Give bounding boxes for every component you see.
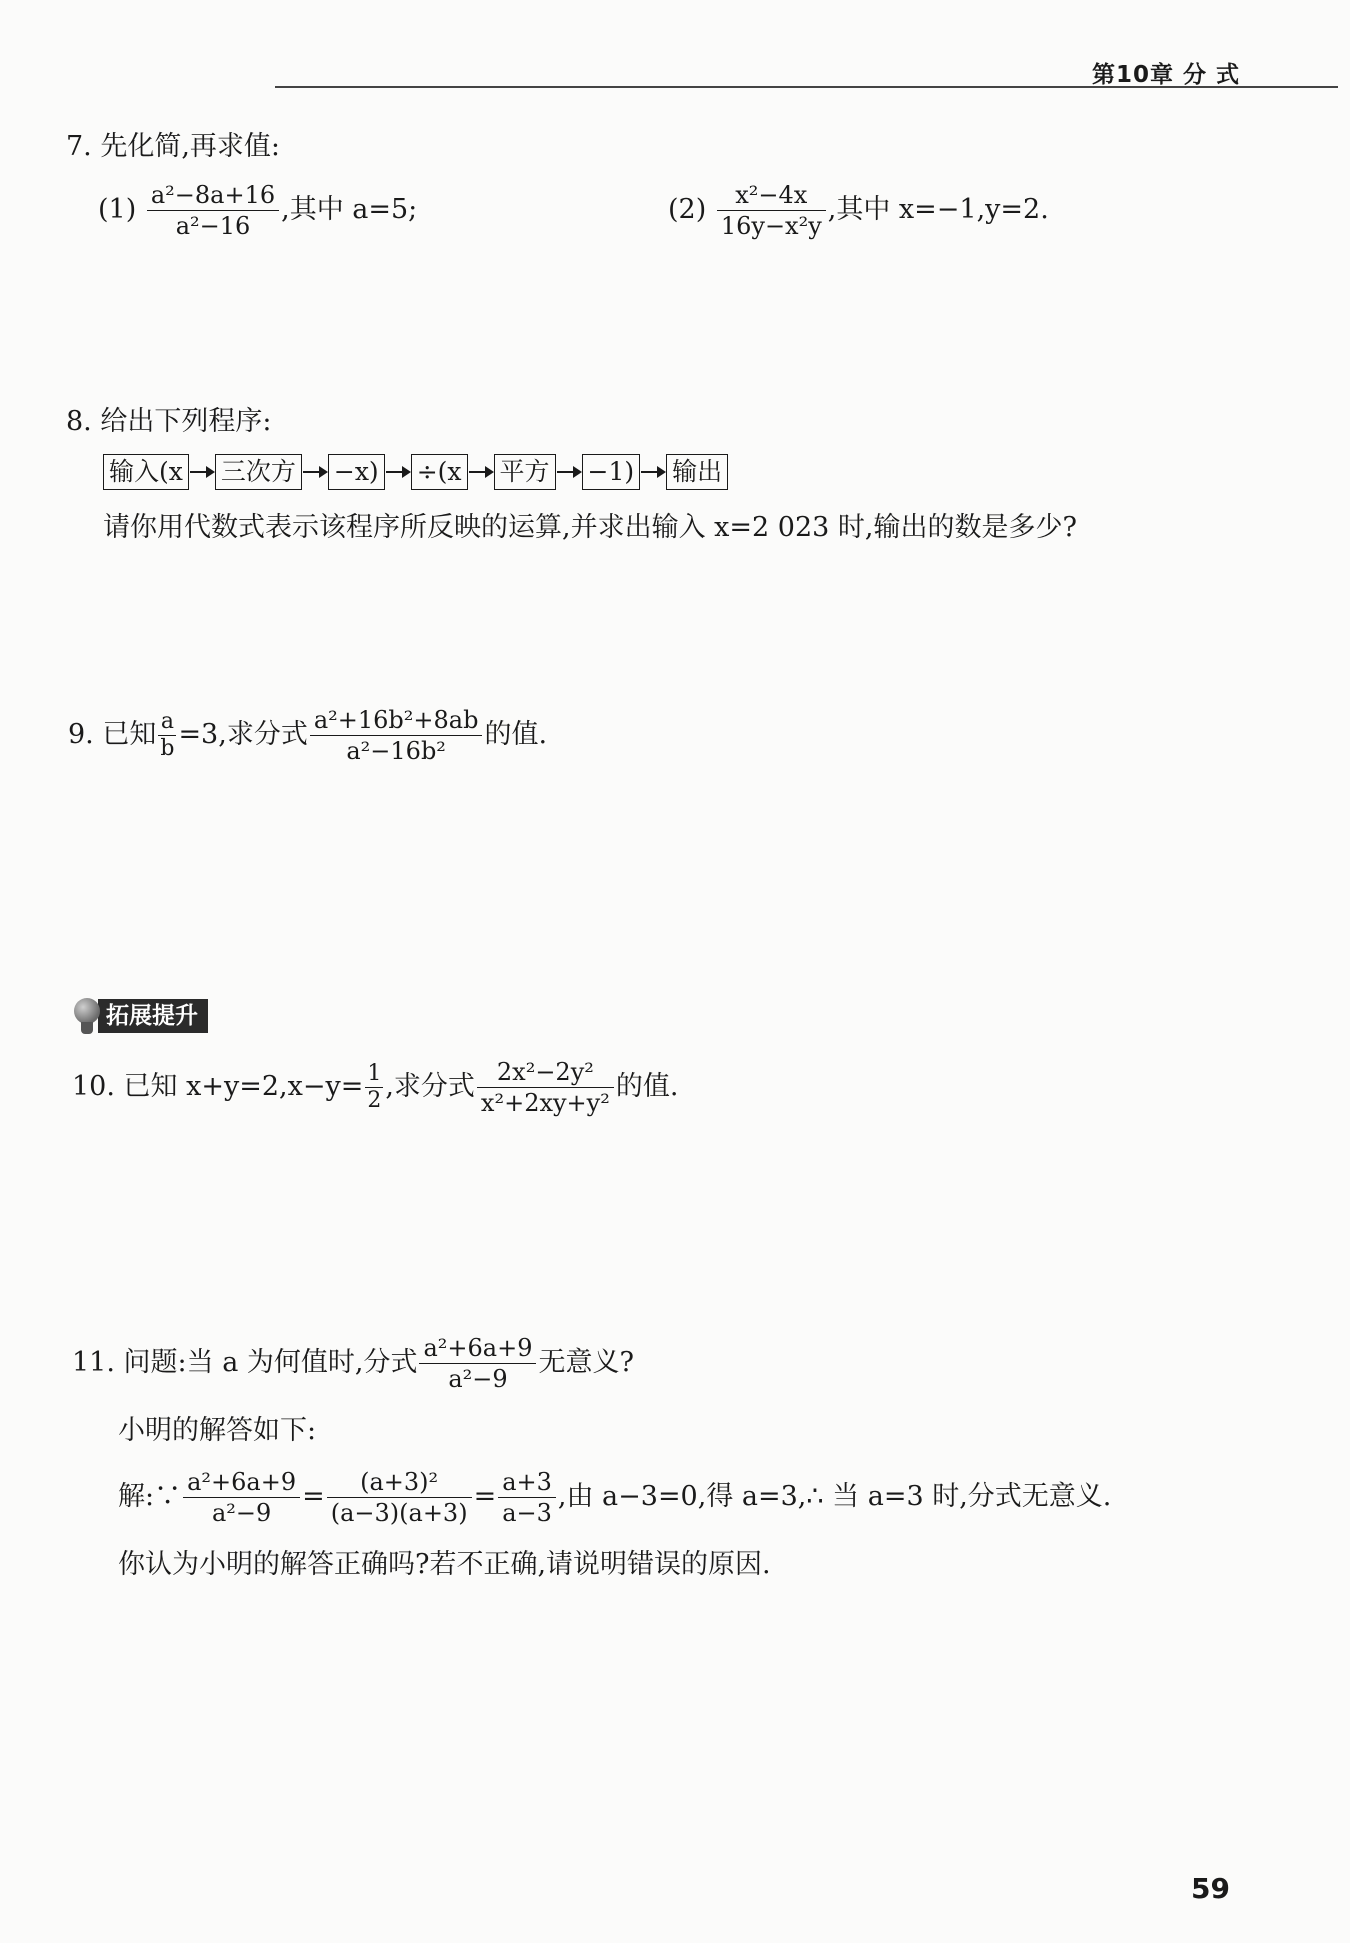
header-rule xyxy=(275,86,1338,88)
flow-box-minus-1: −1) xyxy=(582,454,641,490)
q11-solution-equals-1: = xyxy=(302,1481,325,1512)
flow-box-square: 平方 xyxy=(494,454,556,490)
section-badge-label: 拓展提升 xyxy=(98,999,208,1033)
q11-solution-fraction-3 xyxy=(498,1467,556,1528)
q7-stem: 7. 先化简,再求值: xyxy=(66,131,281,162)
q10-fraction xyxy=(477,1057,614,1118)
q8-stem: 8. 给出下列程序: xyxy=(66,406,272,437)
arrow-right-icon xyxy=(189,455,215,489)
flow-box-output: 输出 xyxy=(666,454,728,490)
lightbulb-icon xyxy=(72,996,102,1036)
q11 xyxy=(72,1333,634,1394)
q11-solution-fraction-1 xyxy=(183,1467,300,1528)
q11-solution-f1-numerator: a²+6a+9 xyxy=(187,1468,297,1496)
q7-part2-fraction xyxy=(717,180,826,241)
arrow-right-icon xyxy=(556,455,582,489)
q10-half-numerator: 1 xyxy=(367,1061,382,1086)
q11-denominator: a²−9 xyxy=(448,1365,508,1393)
q9-fraction xyxy=(310,705,483,766)
q7-part2-label: (2) xyxy=(668,194,707,225)
q11-intro: 小明的解答如下: xyxy=(118,1415,317,1446)
q11-solution-fraction-2 xyxy=(327,1467,472,1528)
q9-numerator: a²+16b²+8ab xyxy=(313,706,479,734)
q11-solution-f1-denominator: a²−9 xyxy=(211,1499,272,1527)
q11-solution-f2-numerator: (a+3)² xyxy=(360,1468,439,1496)
page-number: 59 xyxy=(1191,1872,1230,1905)
q10-prefix: 10. 已知 x+y=2,x−y= xyxy=(72,1071,364,1102)
arrow-right-icon xyxy=(385,455,411,489)
q7-part2-numerator: x²−4x xyxy=(735,181,808,209)
flow-box-cube: 三次方 xyxy=(215,454,302,490)
q11-fraction xyxy=(419,1333,536,1394)
flow-box-divide-x: ÷(x xyxy=(411,454,468,490)
q7-part1-condition: ,其中 a=5; xyxy=(281,194,418,225)
program-flowchart xyxy=(103,454,728,490)
q7-part1-fraction xyxy=(147,180,279,241)
q9-suffix: 的值. xyxy=(484,719,548,750)
arrow-right-icon xyxy=(302,455,328,489)
q9-mid: =3,求分式 xyxy=(178,719,308,750)
q7-part2-denominator: 16y−x²y xyxy=(720,212,822,240)
q9-ratio-numerator: a xyxy=(160,709,174,734)
flow-box-minus-x: −x) xyxy=(328,454,385,490)
arrow-right-icon xyxy=(468,455,494,489)
q8-question: 请你用代数式表示该程序所反映的运算,并求出输入 x=2 023 时,输出的数是多少? xyxy=(103,512,1077,543)
q10-half-denominator: 2 xyxy=(367,1088,382,1113)
q11-solution-suffix: ,由 a−3=0,得 a=3,∴ 当 a=3 时,分式无意义. xyxy=(557,1481,1112,1512)
q7-part1-label: (1) xyxy=(98,194,137,225)
flow-box-input: 输入(x xyxy=(103,454,189,490)
q9-denominator: a²−16b² xyxy=(346,737,446,765)
q7-part1 xyxy=(98,180,417,241)
q9 xyxy=(68,705,547,766)
q7-part2-condition: ,其中 x=−1,y=2. xyxy=(827,194,1049,225)
arrow-right-icon xyxy=(640,455,666,489)
q11-solution-f3-numerator: a+3 xyxy=(502,1468,552,1496)
q7-part1-denominator: a²−16 xyxy=(175,212,251,240)
chapter-title: 第10章 分 式 xyxy=(1091,62,1240,88)
section-badge xyxy=(72,996,208,1036)
q9-ratio-fraction xyxy=(158,709,176,762)
q11-question: 你认为小明的解答正确吗?若不正确,请说明错误的原因. xyxy=(118,1549,771,1580)
q10 xyxy=(72,1057,678,1118)
q10-mid: ,求分式 xyxy=(385,1071,475,1102)
q11-numerator: a²+6a+9 xyxy=(423,1334,533,1362)
q11-solution xyxy=(118,1467,1111,1528)
q7-part1-numerator: a²−8a+16 xyxy=(150,181,276,209)
q11-solution-f3-denominator: a−3 xyxy=(502,1499,552,1527)
q10-numerator: 2x²−2y² xyxy=(496,1058,594,1086)
q11-suffix: 无意义? xyxy=(538,1347,634,1378)
q10-denominator: x²+2xy+y² xyxy=(480,1089,610,1117)
q10-half-fraction xyxy=(365,1061,383,1114)
q9-prefix: 9. 已知 xyxy=(68,719,157,750)
q11-solution-f2-denominator: (a−3)(a+3) xyxy=(330,1499,468,1527)
q11-prefix: 11. 问题:当 a 为何值时,分式 xyxy=(72,1347,418,1378)
q7-part2 xyxy=(668,180,1049,241)
q10-suffix: 的值. xyxy=(615,1071,679,1102)
q11-solution-prefix: 解:∵ xyxy=(118,1481,182,1512)
q9-ratio-denominator: b xyxy=(160,736,175,761)
q11-solution-equals-2: = xyxy=(473,1481,497,1512)
